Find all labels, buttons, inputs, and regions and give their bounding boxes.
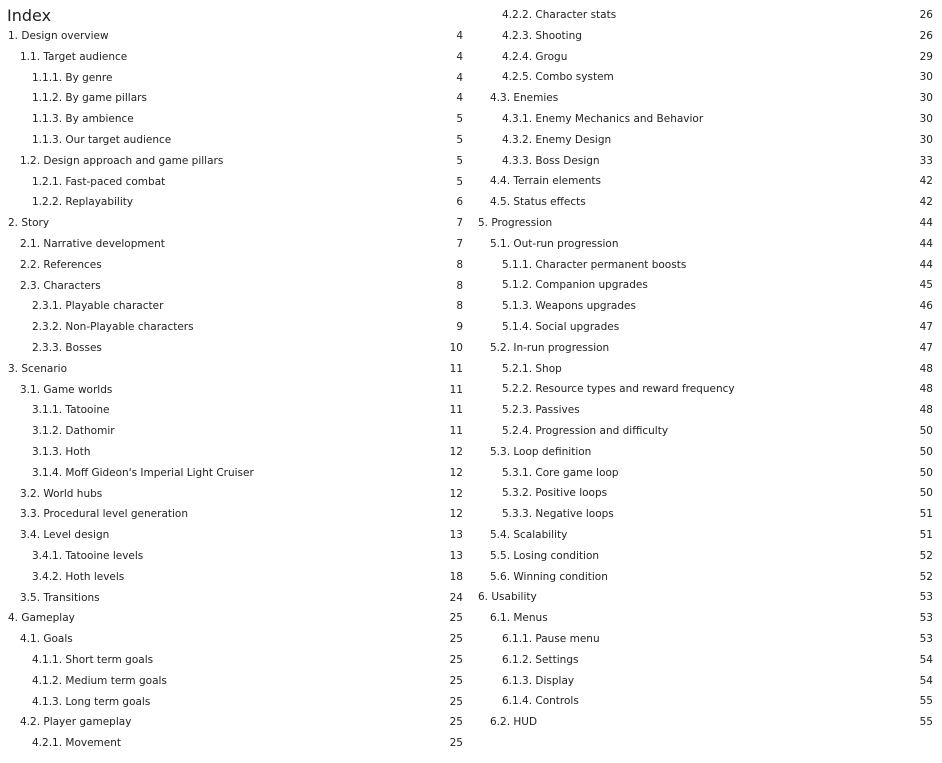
toc-entry[interactable] — [478, 691, 933, 712]
toc-entry-page-number: 53 — [919, 591, 933, 604]
toc-entry-label: 2. Story — [8, 217, 50, 230]
toc-entry-page-number: 11 — [449, 404, 463, 417]
toc-entry-label: 6.1.4. Controls — [502, 695, 579, 708]
toc-entry-page-number: 5 — [456, 113, 463, 126]
toc-entry-label: 1.1.1. By genre — [32, 71, 113, 84]
toc-entry-label: 5.2.2. Resource types and reward frequency — [502, 383, 735, 396]
toc-entry-label: 4.2. Player gameplay — [20, 716, 132, 729]
toc-entry[interactable] — [478, 629, 933, 650]
toc-entry-page-number: 13 — [449, 529, 463, 542]
toc-entry-page-number: 4 — [456, 71, 463, 84]
toc-entry[interactable] — [8, 255, 463, 276]
toc-entry-page-number: 46 — [919, 300, 933, 313]
toc-entry-label: 3.1.1. Tatooine — [32, 404, 110, 417]
toc-entry-page-number: 54 — [919, 653, 933, 666]
toc-entry[interactable] — [8, 504, 463, 525]
toc-entry-page-number: 6 — [456, 196, 463, 209]
toc-entry[interactable] — [8, 276, 463, 297]
toc-entry-page-number: 55 — [919, 716, 933, 729]
toc-entry-label: 3.2. World hubs — [20, 487, 103, 500]
toc-entry[interactable] — [478, 47, 933, 68]
toc-entry-label: 3.1.4. Moff Gideon's Imperial Light Cruiser — [32, 466, 254, 479]
toc-right-column — [478, 5, 933, 733]
toc-entry[interactable] — [8, 26, 463, 47]
toc-entry[interactable] — [8, 712, 463, 733]
toc-entry[interactable] — [478, 213, 933, 234]
toc-left-column — [8, 26, 463, 754]
toc-entry-label: 4. Gameplay — [8, 612, 75, 625]
toc-entry-label: 4.2.4. Grogu — [502, 50, 568, 63]
toc-entry[interactable] — [478, 255, 933, 276]
toc-entry-label: 6.1. Menus — [490, 612, 548, 625]
toc-entry-label: 5.3.3. Negative loops — [502, 508, 614, 521]
toc-entry-page-number: 11 — [449, 425, 463, 438]
toc-entry[interactable] — [8, 546, 463, 567]
toc-entry-page-number: 48 — [919, 404, 933, 417]
toc-entry-page-number: 26 — [919, 29, 933, 42]
toc-entry-label: 6.1.3. Display — [502, 674, 575, 687]
toc-entry-label: 4.2.1. Movement — [32, 737, 122, 750]
toc-entry[interactable] — [478, 421, 933, 442]
toc-entry-label: 2.3. Characters — [20, 279, 101, 292]
toc-entry[interactable] — [478, 88, 933, 109]
toc-entry-page-number: 8 — [456, 279, 463, 292]
toc-entry-page-number: 7 — [456, 217, 463, 230]
toc-entry[interactable] — [8, 338, 463, 359]
toc-entry-page-number: 30 — [919, 71, 933, 84]
toc-entry[interactable] — [8, 442, 463, 463]
toc-entry[interactable] — [478, 359, 933, 380]
toc-entry-label: 4.2.3. Shooting — [502, 29, 582, 42]
toc-entry-label: 1.1.3. By ambience — [32, 113, 134, 126]
toc-entry[interactable] — [8, 151, 463, 172]
toc-entry-label: 5.1.2. Companion upgrades — [502, 279, 648, 292]
toc-entry[interactable] — [478, 379, 933, 400]
toc-entry-label: 3.1. Game worlds — [20, 383, 113, 396]
toc-entry-label: 5.3.2. Positive loops — [502, 487, 608, 500]
toc-entry[interactable] — [478, 650, 933, 671]
toc-entry-page-number: 4 — [456, 30, 463, 42]
toc-entry-page-number: 4 — [456, 50, 463, 63]
toc-entry-page-number: 25 — [449, 716, 463, 729]
toc-entry-label: 1.2.1. Fast-paced combat — [32, 175, 166, 188]
toc-entry[interactable] — [478, 67, 933, 88]
toc-entry[interactable] — [478, 442, 933, 463]
toc-entry-label: 3.4.1. Tatooine levels — [32, 549, 144, 562]
toc-entry-page-number: 13 — [449, 549, 463, 562]
toc-entry-label: 4.1. Goals — [20, 633, 73, 646]
toc-entry[interactable] — [478, 567, 933, 588]
toc-entry-page-number: 25 — [449, 653, 463, 666]
toc-entry[interactable] — [8, 421, 463, 442]
toc-entry-page-number: 24 — [449, 591, 463, 604]
toc-entry-label: 3.3. Procedural level generation — [20, 508, 188, 521]
toc-entry[interactable] — [478, 275, 933, 296]
toc-entry-label: 2.1. Narrative development — [20, 237, 165, 250]
toc-entry[interactable] — [478, 483, 933, 504]
toc-entry-page-number: 9 — [456, 321, 463, 334]
toc-entry[interactable] — [478, 587, 933, 608]
toc-entry-page-number: 42 — [919, 196, 933, 209]
toc-entry-page-number: 51 — [919, 508, 933, 521]
toc-entry[interactable] — [8, 671, 463, 692]
toc-entry-label: 4.4. Terrain elements — [490, 175, 602, 188]
toc-entry[interactable] — [478, 171, 933, 192]
toc-entry-label: 2.3.1. Playable character — [32, 300, 164, 313]
toc-entry[interactable] — [478, 192, 933, 213]
toc-entry-label: 4.3.1. Enemy Mechanics and Behavior — [502, 112, 704, 125]
toc-entry-page-number: 12 — [449, 508, 463, 521]
toc-entry-label: 5.6. Winning condition — [490, 570, 608, 583]
toc-entry[interactable] — [8, 380, 463, 401]
toc-entry-label: 2.3.3. Bosses — [32, 341, 102, 354]
toc-entry[interactable] — [478, 400, 933, 421]
toc-entry-label: 1.1.3. Our target audience — [32, 133, 172, 146]
toc-entry-page-number: 4 — [456, 92, 463, 105]
toc-entry[interactable] — [8, 692, 463, 713]
toc-entry-page-number: 8 — [456, 258, 463, 271]
toc-entry-label: 2.2. References — [20, 258, 102, 271]
toc-entry-page-number: 7 — [456, 237, 463, 250]
toc-entry[interactable] — [478, 338, 933, 359]
toc-entry-page-number: 18 — [449, 570, 463, 583]
toc-entry[interactable] — [478, 463, 933, 484]
toc-entry[interactable] — [478, 546, 933, 567]
toc-entry-page-number: 33 — [919, 154, 933, 167]
toc-entry-page-number: 47 — [919, 341, 933, 354]
toc-entry-page-number: 12 — [449, 487, 463, 500]
toc-entry-label: 5.1. Out-run progression — [490, 237, 619, 250]
toc-entry-page-number: 5 — [456, 133, 463, 146]
toc-entry-label: 5.2. In-run progression — [490, 341, 610, 354]
toc-entry-page-number: 11 — [449, 383, 463, 396]
toc-entry-label: 4.1.2. Medium term goals — [32, 674, 167, 687]
toc-entry[interactable] — [478, 151, 933, 172]
toc-entry-label: 4.3.2. Enemy Design — [502, 133, 612, 146]
toc-entry-page-number: 25 — [449, 612, 463, 625]
toc-entry[interactable] — [8, 172, 463, 193]
toc-entry-label: 3.1.3. Hoth — [32, 445, 91, 458]
toc-entry-label: 5.4. Scalability — [490, 528, 568, 541]
toc-entry[interactable] — [8, 567, 463, 588]
toc-entry-label: 4.1.1. Short term goals — [32, 653, 154, 666]
toc-entry-page-number: 30 — [919, 92, 933, 105]
toc-entry-page-number: 47 — [919, 320, 933, 333]
toc-entry[interactable] — [8, 588, 463, 609]
toc-entry-page-number: 12 — [449, 445, 463, 458]
toc-entry-page-number: 53 — [919, 612, 933, 625]
toc-entry-label: 3.4.2. Hoth levels — [32, 570, 125, 583]
toc-entry-page-number: 25 — [449, 674, 463, 687]
toc-entry[interactable] — [478, 671, 933, 692]
toc-entry-page-number: 55 — [919, 695, 933, 708]
toc-entry[interactable] — [8, 68, 463, 89]
toc-entry[interactable] — [8, 359, 463, 380]
toc-entry-label: 1.1. Target audience — [20, 50, 128, 63]
toc-entry-page-number: 30 — [919, 133, 933, 146]
toc-entry-label: 3.5. Transitions — [20, 591, 100, 604]
toc-entry-page-number: 44 — [919, 237, 933, 250]
toc-entry[interactable] — [8, 484, 463, 505]
toc-entry-label: 1.1.2. By game pillars — [32, 92, 147, 105]
toc-entry-label: 5.5. Losing condition — [490, 549, 600, 562]
toc-entry[interactable] — [8, 109, 463, 130]
toc-entry-page-number: 45 — [919, 279, 933, 292]
toc-entry[interactable] — [478, 234, 933, 255]
toc-entry[interactable] — [8, 130, 463, 151]
toc-entry-label: 6. Usability — [478, 591, 537, 604]
toc-entry-label: 5.1.4. Social upgrades — [502, 320, 620, 333]
toc-entry-label: 6.2. HUD — [490, 716, 538, 729]
toc-entry-label: 4.2.5. Combo system — [502, 71, 614, 84]
toc-entry-page-number: 44 — [919, 216, 933, 229]
toc-entry-label: 5.1.1. Character permanent boosts — [502, 258, 687, 271]
toc-entry-page-number: 5 — [456, 175, 463, 188]
toc-entry-label: 6.1.1. Pause menu — [502, 632, 600, 645]
toc-entry[interactable] — [8, 608, 463, 629]
toc-entry[interactable] — [8, 733, 463, 754]
toc-entry-label: 5.2.1. Shop — [502, 362, 562, 375]
toc-entry-page-number: 8 — [456, 300, 463, 313]
toc-entry-page-number: 48 — [919, 383, 933, 396]
toc-entry-page-number: 54 — [919, 674, 933, 687]
toc-entry-page-number: 51 — [919, 528, 933, 541]
toc-entry-label: 4.5. Status effects — [490, 196, 586, 209]
toc-entry-label: 4.3.3. Boss Design — [502, 154, 600, 167]
toc-entry-label: 3. Scenario — [8, 362, 68, 375]
toc-entry[interactable] — [8, 650, 463, 671]
toc-entry-label: 1.2. Design approach and game pillars — [20, 154, 224, 167]
toc-entry[interactable] — [478, 130, 933, 151]
toc-entry-label: 5.1.3. Weapons upgrades — [502, 300, 636, 313]
toc-entry-label: 3.1.2. Dathomir — [32, 425, 115, 438]
toc-entry-page-number: 26 — [919, 9, 933, 21]
toc-entry-page-number: 50 — [919, 466, 933, 479]
toc-entry-label: 5.3.1. Core game loop — [502, 466, 619, 479]
toc-entry-page-number: 25 — [449, 633, 463, 646]
toc-entry[interactable] — [8, 47, 463, 68]
toc-entry-label: 1.2.2. Replayability — [32, 196, 134, 209]
toc-entry[interactable] — [478, 504, 933, 525]
toc-entry[interactable] — [8, 296, 463, 317]
toc-entry-label: 5.3. Loop definition — [490, 445, 592, 458]
toc-entry-label: 4.2.2. Character stats — [502, 9, 617, 21]
toc-entry-label: 2.3.2. Non-Playable characters — [32, 321, 194, 334]
toc-entry-page-number: 52 — [919, 549, 933, 562]
toc-entry-page-number: 50 — [919, 445, 933, 458]
toc-entry-page-number: 10 — [449, 341, 463, 354]
toc-entry[interactable] — [478, 317, 933, 338]
toc-entry[interactable] — [8, 317, 463, 338]
toc-entry-page-number: 44 — [919, 258, 933, 271]
toc-entry[interactable] — [478, 608, 933, 629]
toc-entry[interactable] — [8, 213, 463, 234]
toc-entry-label: 3.4. Level design — [20, 529, 110, 542]
toc-entry-label: 4.1.3. Long term goals — [32, 695, 151, 708]
toc-entry[interactable] — [8, 525, 463, 546]
toc-entry[interactable] — [478, 296, 933, 317]
toc-entry-page-number: 42 — [919, 175, 933, 188]
toc-entry-page-number: 30 — [919, 112, 933, 125]
toc-entry[interactable] — [8, 234, 463, 255]
toc-entry-page-number: 25 — [449, 737, 463, 750]
toc-entry[interactable] — [478, 525, 933, 546]
toc-entry[interactable] — [478, 109, 933, 130]
toc-entry-label: 1. Design overview — [8, 30, 109, 42]
toc-entry[interactable] — [478, 5, 933, 26]
toc-entry-page-number: 5 — [456, 154, 463, 167]
toc-entry-label: 5.2.4. Progression and difficulty — [502, 424, 669, 437]
toc-entry-label: 6.1.2. Settings — [502, 653, 579, 666]
toc-entry-label: 5.2.3. Passives — [502, 404, 580, 417]
toc-entry-page-number: 11 — [449, 362, 463, 375]
toc-entry-page-number: 50 — [919, 487, 933, 500]
toc-entry[interactable] — [8, 192, 463, 213]
toc-entry-page-number: 48 — [919, 362, 933, 375]
toc-entry-page-number: 52 — [919, 570, 933, 583]
toc-entry-page-number: 12 — [449, 466, 463, 479]
toc-entry[interactable] — [8, 88, 463, 109]
toc-entry-page-number: 29 — [919, 50, 933, 63]
toc-entry-label: 4.3. Enemies — [490, 92, 559, 105]
toc-entry-label: 5. Progression — [478, 216, 553, 229]
toc-entry[interactable] — [478, 712, 933, 733]
toc-entry-page-number: 53 — [919, 632, 933, 645]
toc-entry-page-number: 25 — [449, 695, 463, 708]
toc-entry[interactable] — [8, 463, 463, 484]
toc-entry[interactable] — [478, 26, 933, 47]
toc-entry[interactable] — [8, 400, 463, 421]
toc-entry-page-number: 50 — [919, 424, 933, 437]
toc-entry[interactable] — [8, 629, 463, 650]
page-title: Index — [7, 6, 52, 25]
